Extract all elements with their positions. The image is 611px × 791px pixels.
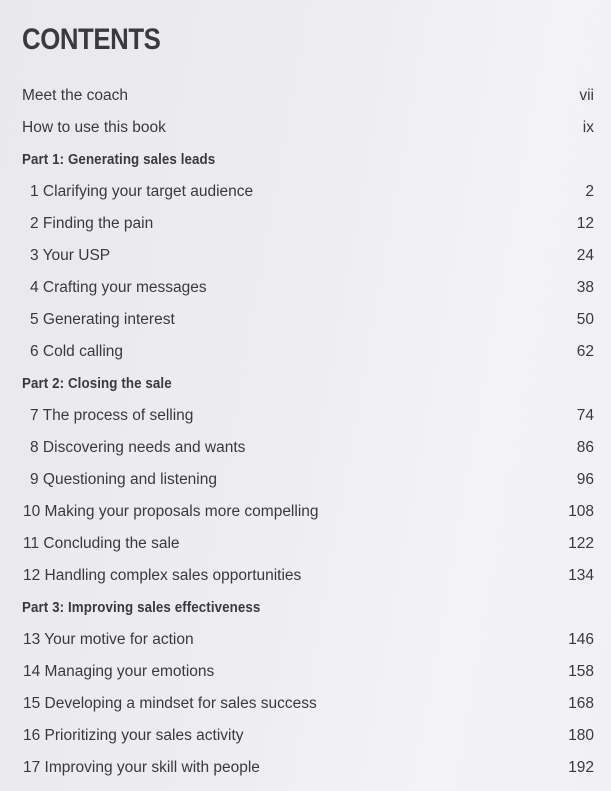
toc-entry-page: 86 <box>576 439 594 456</box>
toc-chapter-11 <box>22 528 594 560</box>
toc-entry-page: 96 <box>576 471 594 488</box>
toc-entry-page: 2 <box>585 183 594 200</box>
toc-entry-label: Meet the coach <box>22 87 128 104</box>
toc-chapter-15 <box>22 688 594 720</box>
toc-entry-how-to-use <box>22 112 594 144</box>
toc-entry-label: 13 Your motive for action <box>23 631 194 648</box>
toc-entry-page: 122 <box>568 535 594 552</box>
toc-entry-page: 12 <box>576 215 594 232</box>
toc-entry-label: How to use this book <box>22 119 166 136</box>
toc-entry-label: 12 Handling complex sales opportunities <box>23 567 302 584</box>
toc-chapter-1 <box>22 176 594 208</box>
toc-chapter-17 <box>22 752 594 784</box>
toc-chapter-2 <box>22 208 594 240</box>
toc-chapter-14 <box>22 656 594 688</box>
toc-chapter-7 <box>22 400 594 432</box>
toc-chapter-10 <box>22 496 594 528</box>
toc-part-label: Part 3: Improving sales effectiveness <box>22 600 261 616</box>
toc-chapter-12 <box>22 560 594 592</box>
toc-entry-meet-the-coach <box>22 80 594 112</box>
toc-entry-page: 134 <box>568 567 594 584</box>
toc-entry-label: 15 Developing a mindset for sales success <box>23 695 317 712</box>
toc-entry-page: 158 <box>568 663 594 680</box>
toc-entry-page: 108 <box>568 503 594 520</box>
table-of-contents <box>22 80 594 784</box>
toc-entry-label: 3 Your USP <box>30 247 111 264</box>
toc-chapter-16 <box>22 720 594 752</box>
toc-entry-label: 6 Cold calling <box>30 343 124 360</box>
toc-entry-label: 10 Making your proposals more compelling <box>23 503 319 520</box>
toc-entry-label: 17 Improving your skill with people <box>23 759 260 776</box>
toc-entry-label: 1 Clarifying your target audience <box>30 183 254 200</box>
toc-part-2-heading <box>22 368 594 400</box>
toc-part-1-heading <box>22 144 594 176</box>
toc-entry-label: 4 Crafting your messages <box>30 279 207 296</box>
toc-entry-page: 146 <box>568 631 594 648</box>
toc-entry-label: 11 Concluding the sale <box>23 535 180 552</box>
toc-chapter-3 <box>22 240 594 272</box>
toc-chapter-8 <box>22 432 594 464</box>
toc-chapter-6 <box>22 336 594 368</box>
toc-entry-page: 180 <box>568 727 594 744</box>
toc-entry-label: 8 Discovering needs and wants <box>30 439 246 456</box>
toc-chapter-4 <box>22 272 594 304</box>
toc-part-3-heading <box>22 592 594 624</box>
toc-entry-label: 14 Managing your emotions <box>23 663 215 680</box>
toc-entry-label: 2 Finding the pain <box>30 215 154 232</box>
page-title: CONTENTS <box>22 23 161 56</box>
toc-entry-page: 24 <box>576 247 594 264</box>
toc-entry-page: 38 <box>576 279 594 296</box>
toc-chapter-13 <box>22 624 594 656</box>
toc-entry-label: 7 The process of selling <box>30 407 194 424</box>
toc-chapter-5 <box>22 304 594 336</box>
toc-entry-page: 50 <box>576 311 594 328</box>
toc-entry-label: 5 Generating interest <box>30 311 175 328</box>
toc-entry-page: vii <box>579 87 594 104</box>
toc-entry-page: 168 <box>568 695 594 712</box>
toc-entry-label: 9 Questioning and listening <box>30 471 217 488</box>
toc-entry-label: 16 Prioritizing your sales activity <box>23 727 244 744</box>
toc-entry-page: 192 <box>568 759 594 776</box>
toc-chapter-9 <box>22 464 594 496</box>
toc-part-label: Part 1: Generating sales leads <box>22 152 216 168</box>
toc-entry-page: 62 <box>576 343 594 360</box>
toc-entry-page: ix <box>582 119 594 136</box>
toc-part-label: Part 2: Closing the sale <box>22 376 172 392</box>
toc-entry-page: 74 <box>576 407 594 424</box>
